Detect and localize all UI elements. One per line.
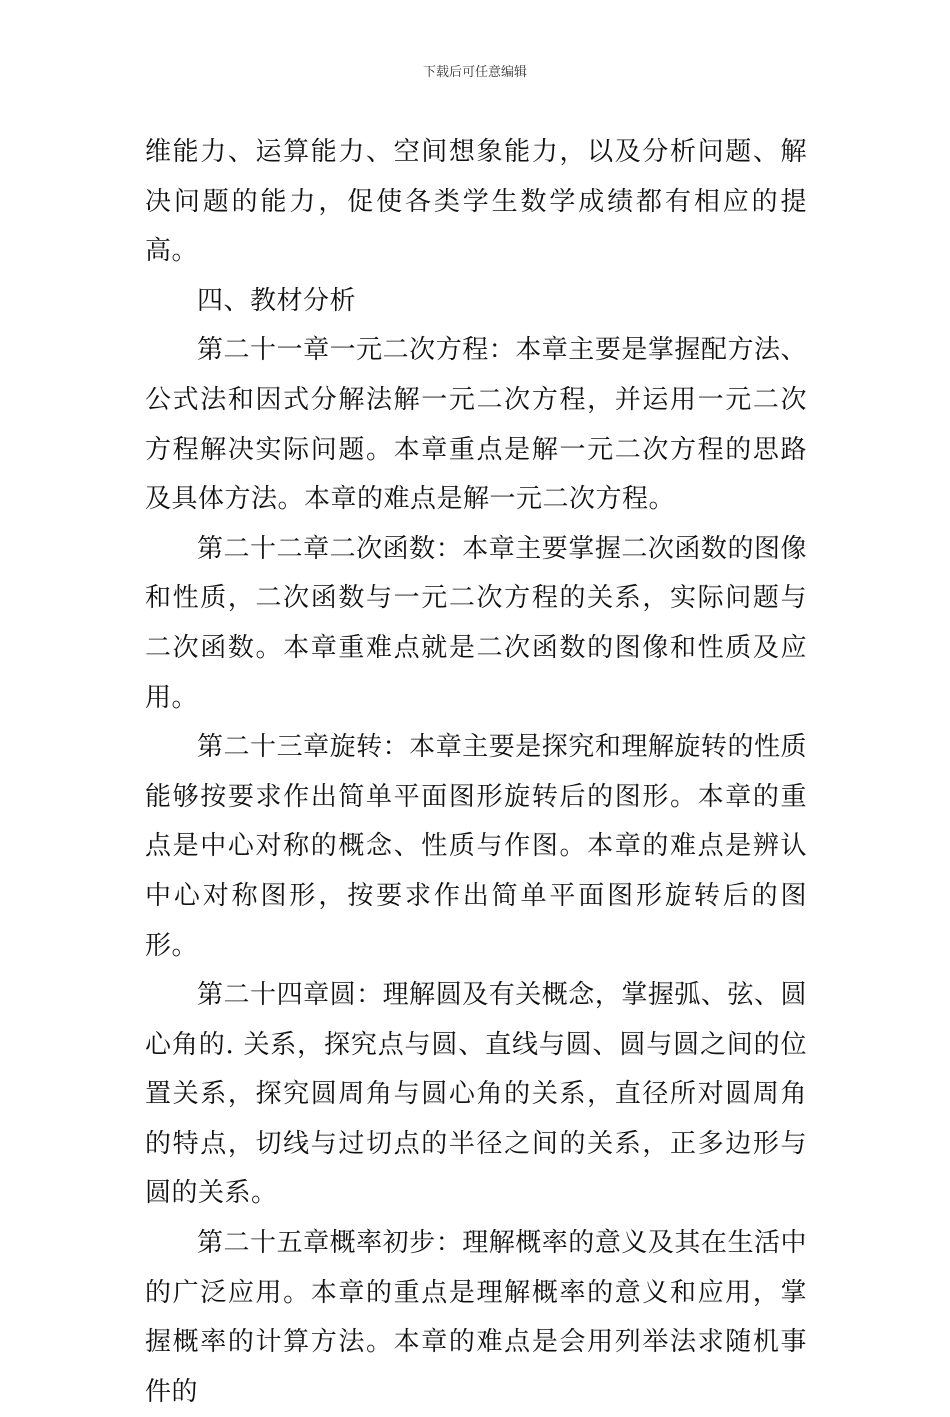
paragraph-continuation: 维能力、运算能力、空间想象能力，以及分析问题、解决问题的能力，促使各类学生数学成绩都有相应的提高。: [145, 137, 807, 267]
paragraph-chapter-23: 第二十三章旋转：本章主要是探究和理解旋转的性质能够按要求作出简单平面图形旋转后的图形。本章的重点是中心对称的概念、性质与作图。本章的难点是辨认中心对称图形，按要求作出简单平面图形旋转后的图形。: [145, 732, 807, 961]
paragraph-chapter-22: 第二十二章二次函数：本章主要掌握二次函数的图像和性质，二次函数与一元二次方程的关系，实际问题与二次函数。本章重难点就是二次函数的图像和性质及应用。: [145, 533, 807, 713]
paragraph-chapter-21: 第二十一章一元二次方程：本章主要是掌握配方法、公式法和因式分解法解一元二次方程，并运用一元二次方程解决实际问题。本章重点是解一元二次方程的思路及具体方法。本章的难点是解一元二次方程。: [145, 335, 807, 515]
page-header: 下载后可任意编辑: [422, 65, 527, 80]
paragraph-chapter-24: 第二十四章圆：理解圆及有关概念，掌握弧、弦、圆心角的. 关系，探究点与圆、直线与圆、圆与圆之间的位置关系，探究圆周角与圆心角的关系，直径所对圆周角的特点，切线与过切点的半径之间的关系，正多边形与圆的关系。: [145, 980, 807, 1209]
section-heading-textbook-analysis: 四、教材分析: [197, 285, 357, 316]
document-body: [145, 128, 807, 1417]
paragraph-chapter-25: 第二十五章概率初步：理解概率的意义及其在生活中的广泛应用。本章的重点是理解概率的意义和应用，掌握概率的计算方法。本章的难点是会用列举法求随机事件的: [145, 1228, 807, 1407]
